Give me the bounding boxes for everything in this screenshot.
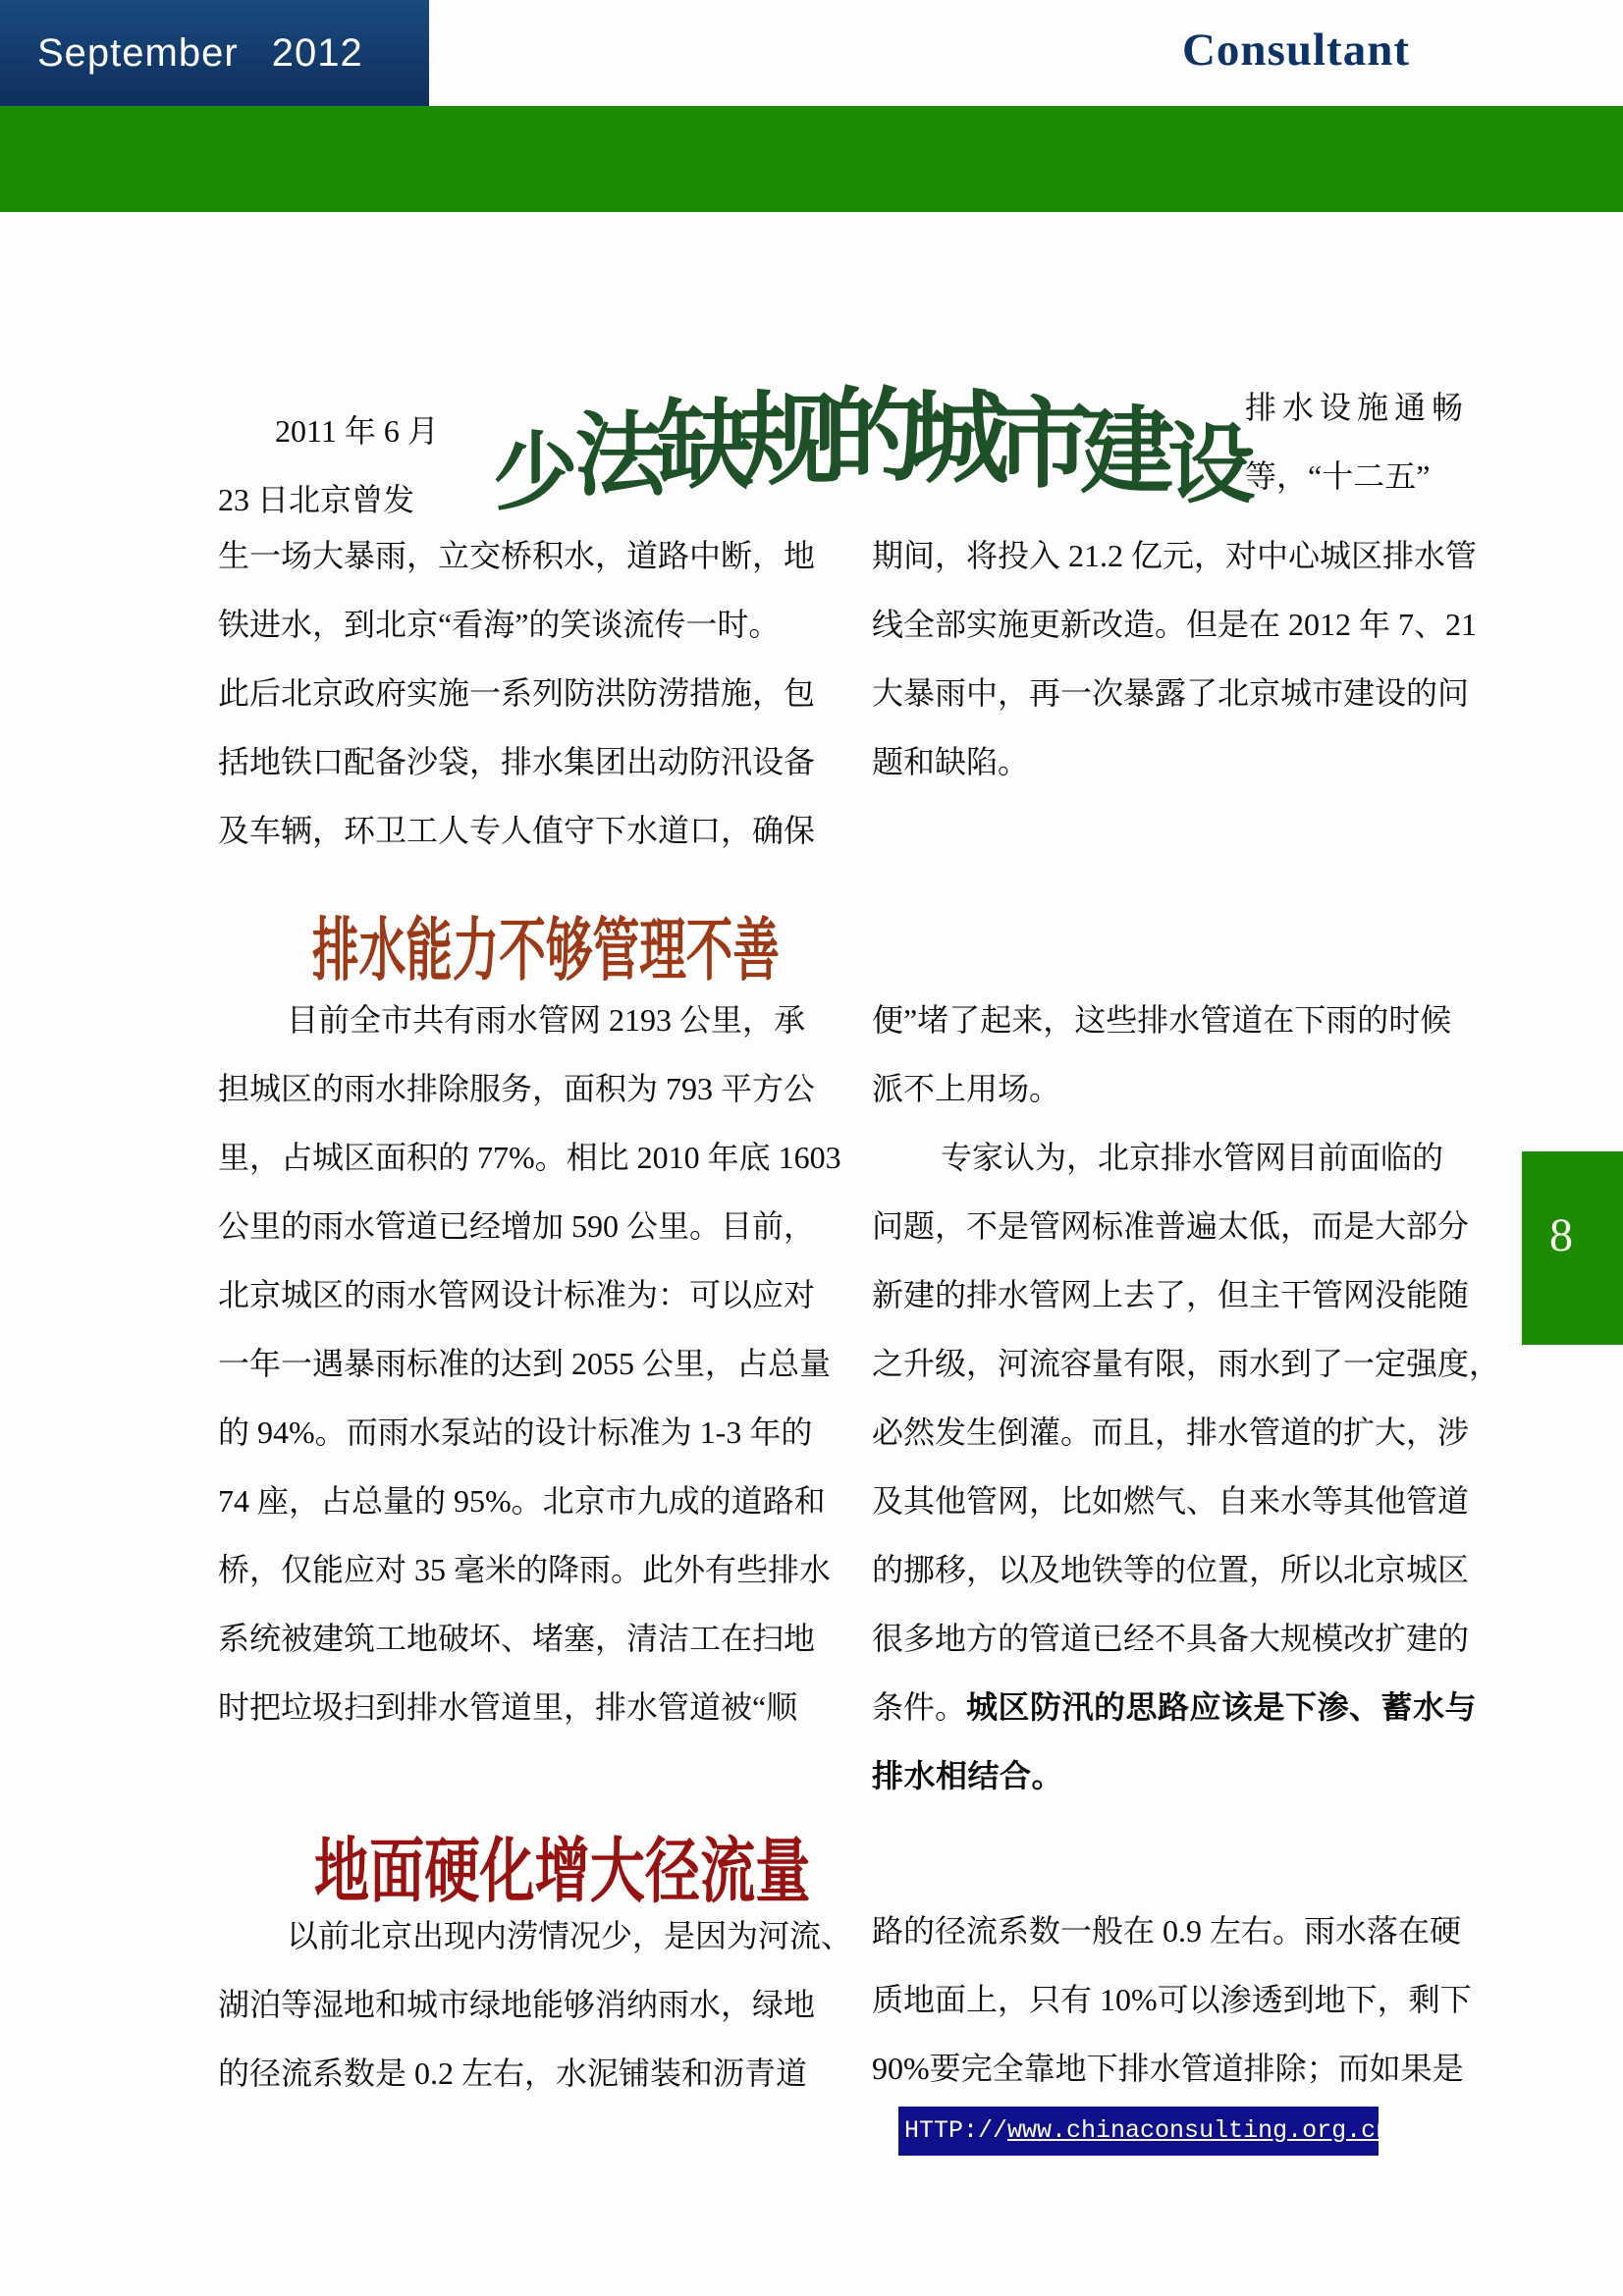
url-prefix: HTTP:// [904, 2116, 1008, 2145]
text-line: 的挪移，以及地铁等的位置，所以北京城区 [872, 1552, 1470, 1587]
text-line: 公里的雨水管道已经增加 590 公里。目前， [218, 1208, 816, 1244]
text-line: 之升级，河流容量有限，雨水到了一定强度， [872, 1346, 1501, 1381]
paragraph-1-right-column [872, 521, 1478, 796]
text-line: 目前全市共有雨水管网 2193 公里，承 [287, 1002, 806, 1038]
text-line: 一年一遇暴雨标准的达到 2055 公里，占总量 [218, 1346, 832, 1381]
text-line: 系统被建筑工地破坏、堵塞，清洁工在扫地 [218, 1621, 816, 1656]
text-line: 北京城区的雨水管网设计标准为：可以应对 [218, 1277, 816, 1312]
page-number: 8 [1549, 1209, 1573, 1261]
intro-line: 排水设施通畅 [1245, 390, 1470, 425]
issue-date: September 2012 [37, 31, 363, 75]
text-line: 新建的排水管网上去了，但主干管网没能随 [872, 1277, 1470, 1312]
intro-right-lines [1245, 373, 1470, 510]
text-line: 铁进水，到北京“看海”的笑谈流传一时。 [218, 607, 781, 642]
section-heading-drainage: 排水能力不够管理不善 [312, 914, 780, 989]
text-line: 及车辆，环卫工人专人值守下水道口，确保 [218, 813, 816, 848]
paragraph-1-left-column [218, 521, 827, 865]
text-line: 很多地方的管道已经不具备大规模改扩建的 [872, 1621, 1470, 1656]
text-line: 湖泊等湿地和城市绿地能够消纳雨水，绿地 [218, 1987, 816, 2022]
publication-title: Consultant [1181, 25, 1410, 76]
text-line: 期间，将投入 21.2 亿元，对中心城区排水管 [872, 538, 1478, 573]
text-line: 90%要完全靠地下排水管道排除；而如果是 [872, 2051, 1464, 2086]
text-line: 题和缺陷。 [872, 744, 1030, 779]
bold-text-segment: 城区防汛的思路应该是下渗、蓄水与 [966, 1689, 1478, 1725]
intro-line: 23 日北京曾发 [218, 482, 415, 517]
footer-url-bar [898, 2107, 1391, 2156]
website-link[interactable]: www.chinaconsulting.org.cn [1007, 2116, 1391, 2145]
text-line: 此后北京政府实施一系列防洪防涝措施，包 [218, 675, 816, 711]
text-line: 路的径流系数一般在 0.9 左右。雨水落在硬 [872, 1913, 1462, 1949]
text-line: 大暴雨中，再一次暴露了北京城市建设的问 [872, 675, 1470, 711]
text-line-mixed [872, 1673, 1478, 1741]
text-line: 74 座，占总量的 95%。北京市九成的道路和 [218, 1483, 826, 1519]
text-line: 的 94%。而雨水泵站的设计标准为 1-3 年的 [218, 1415, 813, 1450]
header-date-box [0, 0, 429, 106]
text-line: 专家认为，北京排水管网目前面临的 [941, 1140, 1444, 1175]
section-heading-runoff: 地面硬化增大径流量 [314, 1833, 811, 1911]
intro-line: 2011 年 6 月 [275, 413, 439, 449]
page-number-tab [1522, 1151, 1623, 1345]
text-line: 必然发生倒灌。而且，排水管道的扩大，涉 [872, 1415, 1470, 1450]
text-line: 派不上用场。 [872, 1071, 1061, 1106]
text-line: 时把垃圾扫到排水管道里，排水管道被“顺 [218, 1689, 798, 1725]
paragraph-3-right-column [872, 1896, 1472, 2103]
intro-left-lines [218, 397, 513, 534]
text-line: 的径流系数是 0.2 左右，水泥铺装和沥青道 [218, 2056, 808, 2091]
text-line: 生一场大暴雨，立交桥积水，道路中断，地 [218, 538, 816, 573]
text-line: 及其他管网，比如燃气、自来水等其他管道 [872, 1483, 1470, 1519]
paragraph-3-left-column [218, 1901, 853, 2108]
text-line: 里，占城区面积的 77%。相比 2010 年底 1603 [218, 1140, 841, 1175]
text-line: 线全部实施更新改造。但是在 2012 年 7、21 [872, 607, 1478, 642]
text-line: 质地面上，只有 10%可以渗透到地下，剩下 [872, 1982, 1472, 2017]
text-line: 担城区的雨水排除服务，面积为 793 平方公 [218, 1071, 816, 1106]
text-line: 括地铁口配备沙袋，排水集团出动防汛设备 [218, 744, 816, 779]
text-line: 桥，仅能应对 35 毫米的降雨。此外有些排水 [218, 1552, 832, 1587]
paragraph-2-right-column [872, 986, 1501, 1810]
text-line: 便”堵了起来，这些排水管道在下雨的时候 [872, 1002, 1452, 1038]
bold-text-line: 排水相结合。 [872, 1758, 1064, 1793]
text-line: 以前北京出现内涝情况少，是因为河流、 [287, 1918, 853, 1953]
article-title: 少法缺规的城市建设 [493, 380, 1246, 520]
green-banner [0, 106, 1623, 212]
text-line: 问题，不是管网标准普遍太低，而是大部分 [872, 1208, 1470, 1244]
paragraph-2-left-column [218, 986, 841, 1741]
text-segment: 条件。 [872, 1689, 967, 1725]
intro-line: 等，“十二五” [1245, 458, 1431, 494]
